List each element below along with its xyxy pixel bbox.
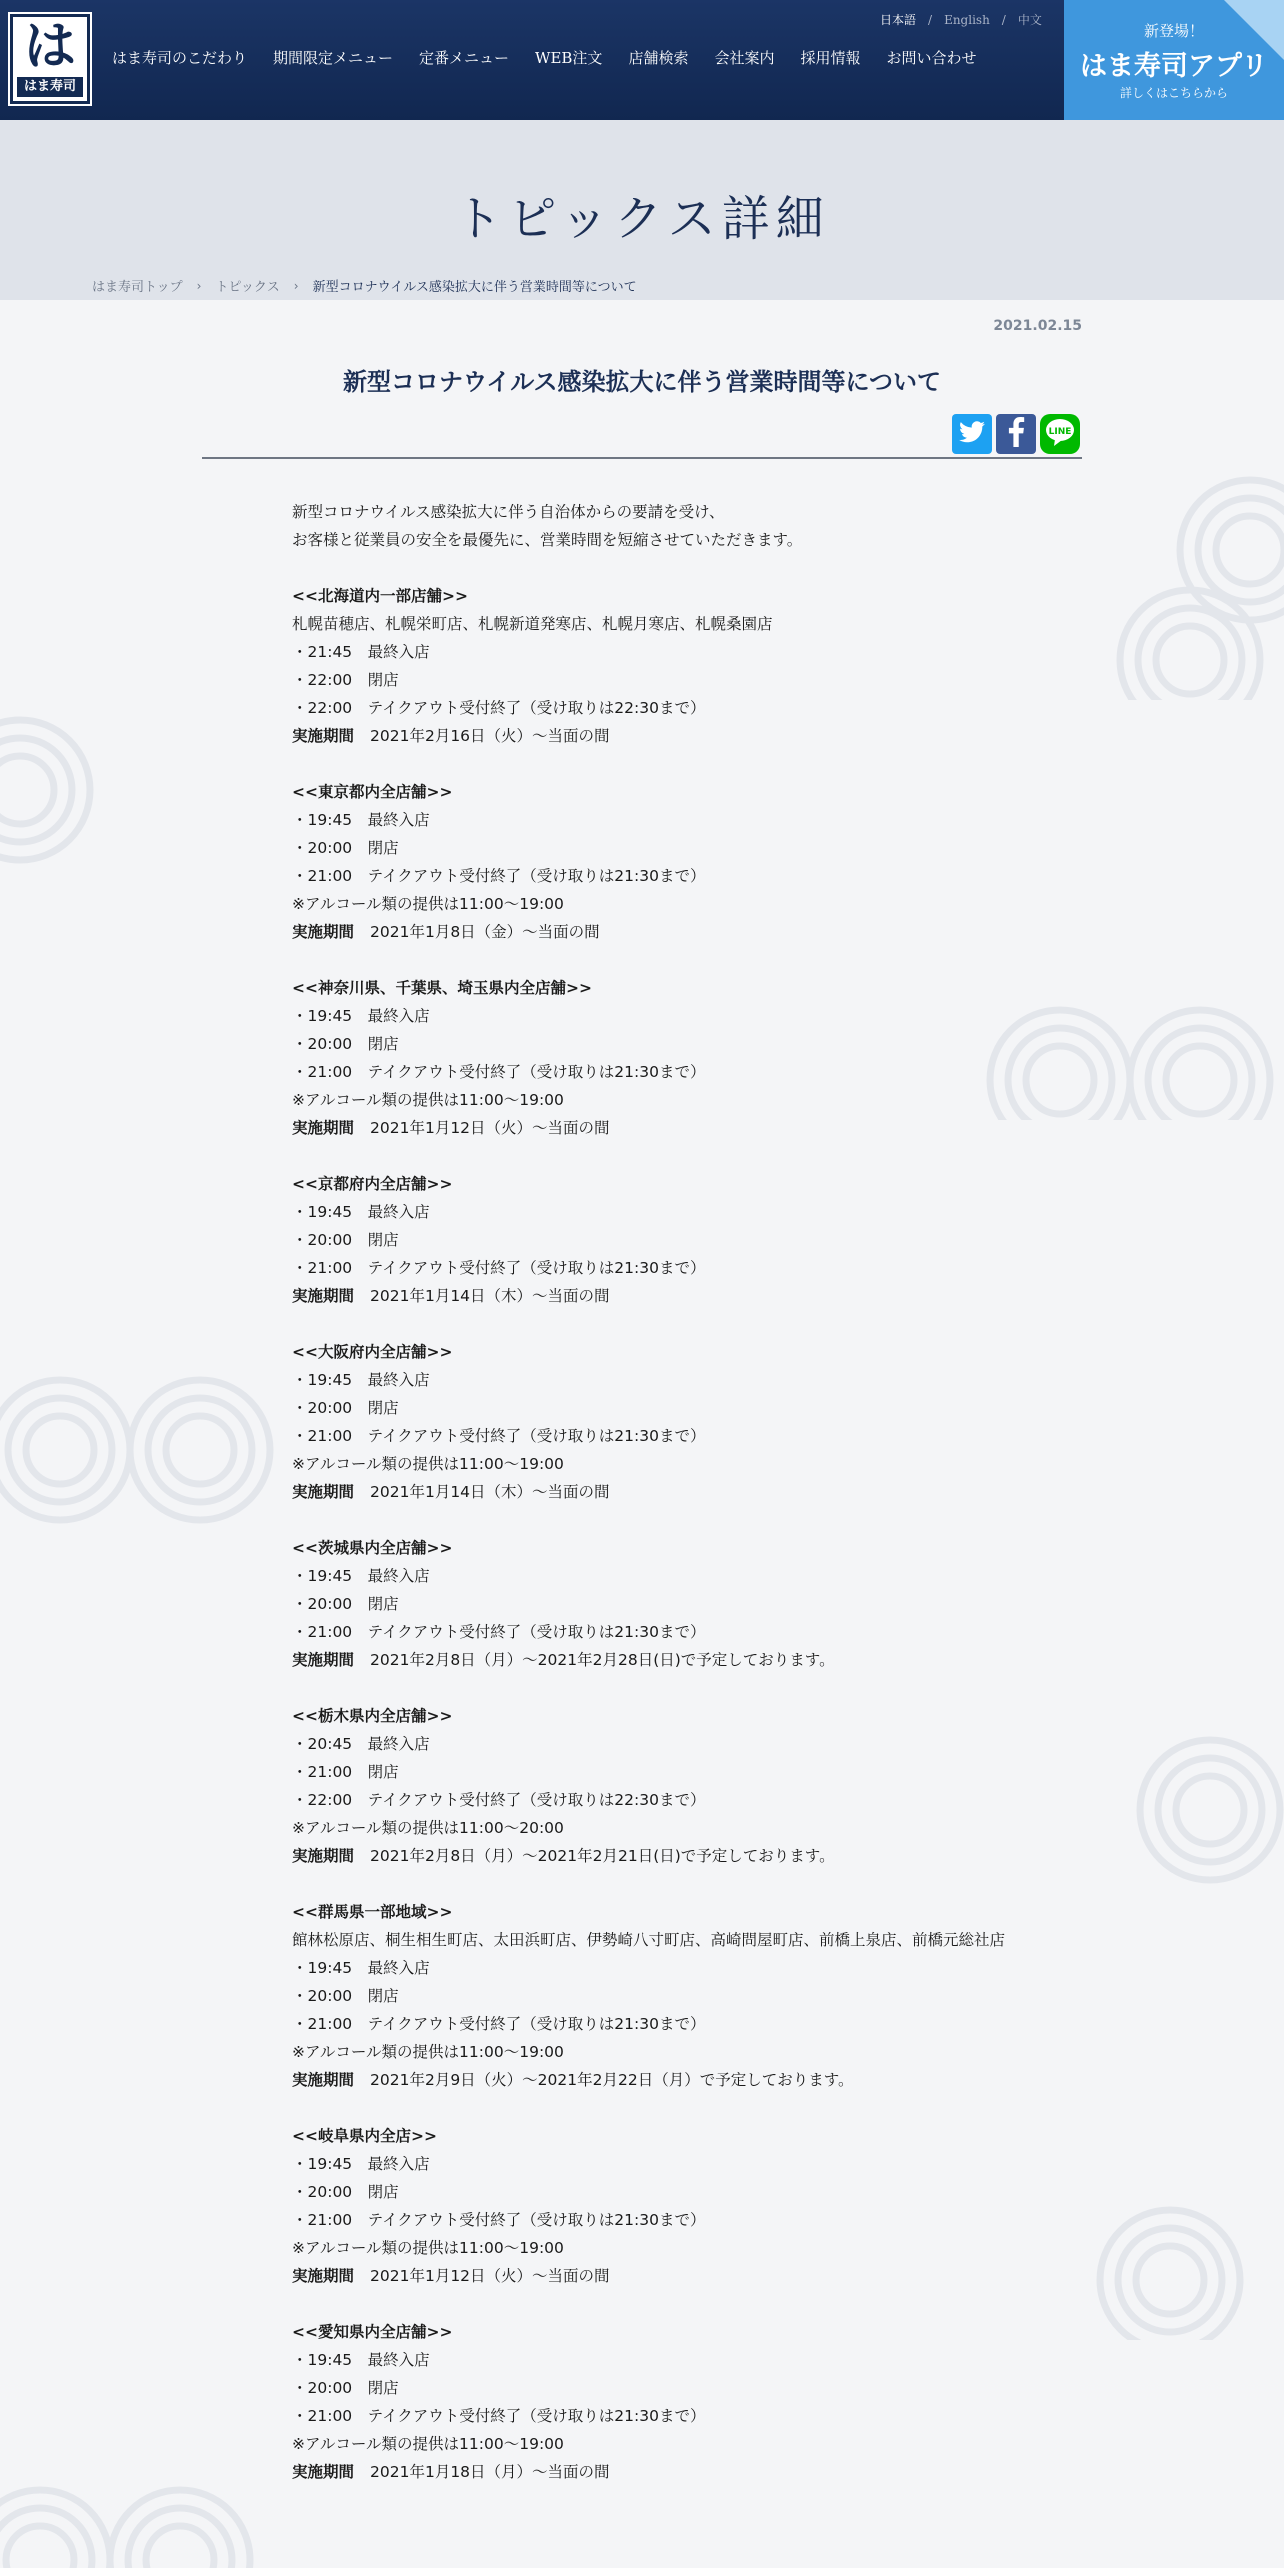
period-line [292, 1282, 1012, 1310]
section-line: ・21:00 テイクアウト受付終了（受け取りは21:30まで） [292, 2211, 706, 2229]
article-date: 2021.02.15 [993, 318, 1082, 334]
wave-decoration-left-1 [0, 680, 120, 880]
section-line: ・21:00 テイクアウト受付終了（受け取りは21:30まで） [292, 2407, 706, 2425]
period-label: 実施期間 [292, 727, 355, 745]
site-header [0, 0, 1284, 120]
section-line: ・19:45 最終入店 [292, 2351, 430, 2369]
section-line: ・19:45 最終入店 [292, 1371, 430, 1389]
article-body [292, 498, 1012, 2486]
app-banner[interactable] [1064, 0, 1284, 120]
section-line: ・19:45 最終入店 [292, 1203, 430, 1221]
section-heading: <<岐阜県内全店>> [292, 2127, 437, 2145]
breadcrumb-current: 新型コロナウイルス感染拡大に伴う営業時間等について [312, 280, 637, 295]
nav-kodawari[interactable]: はま寿司のこだわり [112, 49, 248, 67]
section-line: ・21:00 テイクアウト受付終了（受け取りは21:30まで） [292, 1259, 706, 1277]
section-list [292, 582, 1012, 2486]
section-line: ・21:00 テイクアウト受付終了（受け取りは21:30まで） [292, 867, 706, 885]
period-value: 2021年2月16日（火）～当面の間 [370, 727, 610, 745]
section-line: ・20:00 閉店 [292, 1987, 399, 2005]
period-value: 2021年2月8日（月）～2021年2月21日(日)で予定しております。 [370, 1847, 835, 1865]
section-line: ※アルコール類の提供は11:00～19:00 [292, 2435, 564, 2453]
section-heading: <<東京都内全店舗>> [292, 783, 453, 801]
section-line: ・20:00 閉店 [292, 2379, 399, 2397]
section-line: ※アルコール類の提供は11:00～19:00 [292, 1091, 564, 1109]
twitter-share-button[interactable] [952, 414, 992, 454]
wave-decoration-right-3 [1090, 1700, 1284, 1920]
section-heading: <<群馬県一部地域>> [292, 1903, 453, 1921]
nav-recruit[interactable]: 採用情報 [800, 49, 861, 67]
section-heading: <<栃木県内全店舗>> [292, 1707, 453, 1725]
period-value: 2021年1月14日（木）～当面の間 [370, 1483, 610, 1501]
period-label: 実施期間 [292, 1651, 355, 1669]
section-line: ※アルコール類の提供は11:00～20:00 [292, 1819, 564, 1837]
section-line: ・22:00 閉店 [292, 671, 399, 689]
site-logo[interactable] [10, 14, 90, 104]
period-value: 2021年1月12日（火）～当面の間 [370, 1119, 610, 1137]
nav-limited-menu[interactable]: 期間限定メニュー [273, 49, 394, 67]
store-section [292, 1702, 1012, 1870]
chevron-right-icon: › [293, 278, 299, 293]
period-label: 実施期間 [292, 1119, 355, 1137]
period-value: 2021年2月9日（火）～2021年2月22日（月）で予定しております。 [370, 2071, 854, 2089]
period-label: 実施期間 [292, 1483, 355, 1501]
wave-decoration-right-4 [1030, 2140, 1284, 2340]
logo-text: はま寿司 [17, 77, 83, 97]
period-line [292, 722, 1012, 750]
nav-contact[interactable]: お問い合わせ [886, 49, 977, 67]
store-section [292, 778, 1012, 946]
section-line: ・22:00 テイクアウト受付終了（受け取りは22:30まで） [292, 699, 706, 717]
period-label: 実施期間 [292, 2267, 355, 2285]
period-value: 2021年1月12日（火）～当面の間 [370, 2267, 610, 2285]
section-line: ・19:45 最終入店 [292, 1007, 430, 1025]
line-share-button[interactable] [1040, 414, 1080, 454]
lang-chinese[interactable]: 中文 [1017, 13, 1042, 27]
nav-standard-menu[interactable]: 定番メニュー [419, 49, 510, 67]
period-line [292, 1842, 1012, 1870]
store-section [292, 974, 1012, 1142]
store-section [292, 582, 1012, 750]
store-section [292, 1534, 1012, 1674]
period-label: 実施期間 [292, 923, 355, 941]
section-line: ・20:00 閉店 [292, 1231, 399, 1249]
period-label: 実施期間 [292, 2071, 355, 2089]
section-line: 館林松原店、桐生相生町店、太田浜町店、伊勢崎八寸町店、高崎問屋町店、前橋上泉店、前橋元総社店 [292, 1931, 1006, 1949]
period-line [292, 2066, 1012, 2094]
period-label: 実施期間 [292, 2463, 355, 2481]
section-line: ・20:00 閉店 [292, 839, 399, 857]
nav-web-order[interactable]: WEB注文 [535, 49, 603, 67]
section-line: ・20:00 閉店 [292, 2183, 399, 2201]
page-title: トピックス詳細 [454, 191, 830, 247]
period-value: 2021年1月18日（月）～当面の間 [370, 2463, 610, 2481]
section-line: ・21:00 テイクアウト受付終了（受け取りは21:30まで） [292, 2015, 706, 2033]
section-heading: <<大阪府内全店舗>> [292, 1343, 453, 1361]
section-line: ・21:00 テイクアウト受付終了（受け取りは21:30まで） [292, 1427, 706, 1445]
period-line [292, 1646, 1012, 1674]
section-heading: <<京都府内全店舗>> [292, 1175, 453, 1193]
section-line: ・21:00 閉店 [292, 1763, 399, 1781]
lang-separator: / [1001, 13, 1006, 27]
line-icon [1044, 417, 1076, 451]
section-line: ・19:45 最終入店 [292, 811, 430, 829]
app-banner-link: 詳しくはこちらから [1119, 86, 1228, 100]
app-banner-title: はま寿司アプリ [1080, 51, 1268, 82]
breadcrumb-topics[interactable]: トピックス [215, 280, 280, 295]
lang-separator: / [928, 13, 933, 27]
share-buttons [952, 414, 1080, 454]
title-divider [202, 457, 1082, 459]
chevron-right-icon: › [196, 278, 202, 293]
section-heading: <<北海道内一部店舗>> [292, 587, 468, 605]
section-line: 札幌苗穂店、札幌栄町店、札幌新道発寒店、札幌月寒店、札幌桑園店 [292, 615, 773, 633]
lang-japanese[interactable]: 日本語 [880, 13, 917, 27]
store-section [292, 2122, 1012, 2290]
wave-decoration-left-2 [0, 1320, 280, 1540]
section-line: ※アルコール類の提供は11:00～19:00 [292, 2043, 564, 2061]
lang-english[interactable]: English [944, 13, 990, 27]
period-value: 2021年1月8日（金）～当面の間 [370, 923, 600, 941]
breadcrumb [92, 276, 637, 295]
logo-mark: は [23, 16, 76, 77]
section-line: ・21:00 テイクアウト受付終了（受け取りは21:30まで） [292, 1623, 706, 1641]
intro-line: 新型コロナウイルス感染拡大に伴う自治体からの要請を受け、 [292, 503, 725, 521]
section-line: ※アルコール類の提供は11:00～19:00 [292, 2239, 564, 2257]
app-banner-new: 新登場！ [1143, 22, 1204, 40]
period-value: 2021年1月14日（木）～当面の間 [370, 1287, 610, 1305]
section-line: ※アルコール類の提供は11:00～19:00 [292, 895, 564, 913]
section-heading: <<茨城県内全店舗>> [292, 1539, 453, 1557]
section-line: ・19:45 最終入店 [292, 1959, 430, 1977]
section-line: ・20:00 閉店 [292, 1595, 399, 1613]
language-switcher [880, 11, 1042, 28]
title-band [0, 120, 1284, 300]
section-line: ・21:45 最終入店 [292, 643, 430, 661]
section-line: ・21:00 テイクアウト受付終了（受け取りは21:30まで） [292, 1063, 706, 1081]
period-label: 実施期間 [292, 1847, 355, 1865]
article-title: 新型コロナウイルス感染拡大に伴う営業時間等について [342, 367, 942, 396]
period-line [292, 918, 1012, 946]
wave-decoration-right-2 [980, 920, 1284, 1120]
breadcrumb-home[interactable]: はま寿司トップ [92, 280, 183, 295]
period-line [292, 1114, 1012, 1142]
section-line: ・19:45 最終入店 [292, 2155, 430, 2173]
store-section [292, 1170, 1012, 1310]
section-line: ※アルコール類の提供は11:00～19:00 [292, 1455, 564, 1473]
intro-line: お客様と従業員の安全を最優先に、営業時間を短縮させていただきます。 [292, 531, 803, 549]
line-icon-text: LINE [1048, 427, 1072, 437]
period-value: 2021年2月8日（月）～2021年2月28日(日)で予定しております。 [370, 1651, 835, 1669]
nav-company[interactable]: 会社案内 [714, 49, 775, 67]
section-line: ・19:45 最終入店 [292, 1567, 430, 1585]
section-heading: <<神奈川県、千葉県、埼玉県内全店舗>> [292, 979, 592, 997]
section-line: ・20:00 閉店 [292, 1399, 399, 1417]
twitter-icon [959, 421, 985, 447]
period-line [292, 2458, 1012, 2486]
section-line: ・22:00 テイクアウト受付終了（受け取りは22:30まで） [292, 1791, 706, 1809]
section-heading: <<愛知県内全店舗>> [292, 2323, 453, 2341]
wave-decoration-right-1 [1090, 460, 1284, 700]
store-section [292, 2318, 1012, 2486]
store-section [292, 1898, 1012, 2094]
facebook-icon [1007, 417, 1025, 451]
nav-store-search[interactable]: 店舗検索 [628, 49, 689, 67]
section-line: ・20:45 最終入店 [292, 1735, 430, 1753]
period-line [292, 2262, 1012, 2290]
period-label: 実施期間 [292, 1287, 355, 1305]
period-line [292, 1478, 1012, 1506]
wave-decoration-bottom-left [0, 2420, 300, 2568]
section-line: ・20:00 閉店 [292, 1035, 399, 1053]
global-nav [112, 46, 1003, 70]
facebook-share-button[interactable] [996, 414, 1036, 454]
store-section [292, 1338, 1012, 1506]
